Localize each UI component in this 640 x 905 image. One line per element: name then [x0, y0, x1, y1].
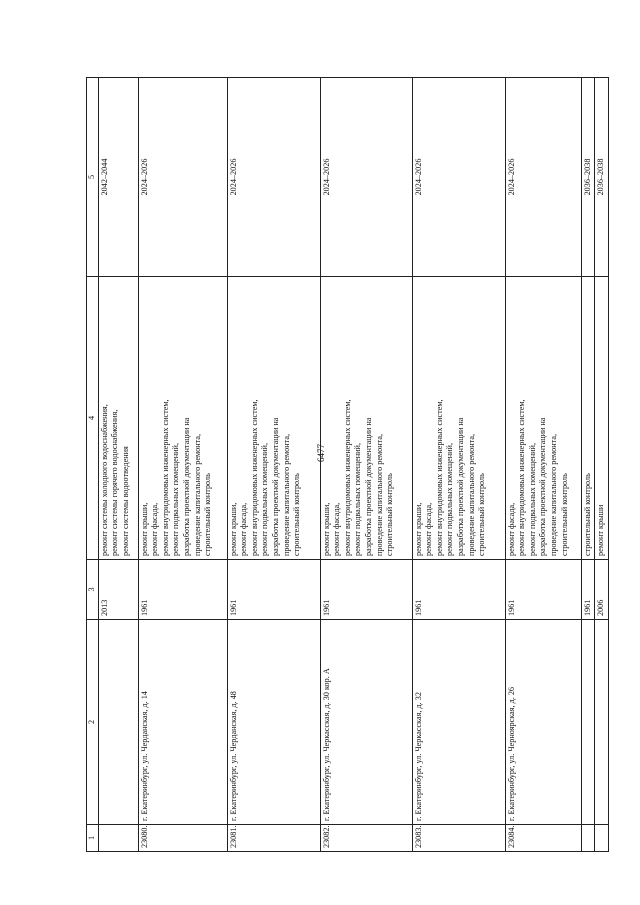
row-address: г. Екатеринбург, ул. Черкасская, д. 30 кор. А: [320, 620, 412, 825]
header-row: [87, 78, 99, 852]
work-item: ремонт фасада,: [424, 502, 434, 556]
work-item: проведение капитального ремонта,: [281, 433, 291, 556]
row-address: г. Екатеринбург, ул. Черкасская, д. 32: [412, 620, 505, 825]
work-item: ремонт внутридомовых инженерных систем,: [517, 399, 527, 556]
row-year: 1961: [138, 560, 227, 620]
work-item: ремонт внутридомовых инженерных систем,: [342, 399, 352, 556]
row-works: [320, 277, 412, 560]
column-header-5: 5: [87, 78, 99, 277]
column-header-1: 1: [87, 825, 99, 852]
row-period: 2042–2044: [98, 78, 138, 277]
rotated-table-container: [86, 78, 606, 852]
row-period: 2024–2026: [138, 78, 227, 277]
row-period: 2036–2038: [595, 78, 609, 277]
work-item: строительный контроль: [292, 473, 302, 556]
row-number: [595, 825, 609, 852]
row-period: 2024–2026: [505, 78, 581, 277]
column-header-4: 4: [87, 277, 99, 560]
work-item: строительный контроль: [582, 473, 592, 556]
row-address: г. Екатеринбург, ул. Черданская, д. 14: [138, 620, 227, 825]
row-works: [138, 277, 227, 560]
row-number: 23080.: [138, 825, 227, 852]
row-address: г. Екатеринбург, ул. Черноярская, д. 26: [505, 620, 581, 825]
row-year: 2013: [98, 560, 138, 620]
work-item: разработка проектной документации на: [538, 417, 548, 556]
work-item: ремонт внутридомовых инженерных систем,: [249, 399, 259, 556]
table-row: [505, 78, 581, 852]
row-period: 2024–2026: [412, 78, 505, 277]
row-number: 23081.: [227, 825, 320, 852]
work-item: проведение капитального ремонта,: [374, 433, 384, 556]
work-item: ремонт подвальных помещений,: [445, 443, 455, 556]
work-item: проведение капитального ремонта,: [466, 433, 476, 556]
work-item: разработка проектной документации на: [181, 417, 191, 556]
work-item: ремонт фасада,: [506, 502, 516, 556]
work-item: ремонт системы холодного водоснабжения,: [99, 404, 109, 556]
work-item: ремонт внутридомовых инженерных систем,: [160, 399, 170, 556]
row-number: 23083.: [412, 825, 505, 852]
row-year: 1961: [581, 560, 595, 620]
work-item: ремонт фасада,: [239, 502, 249, 556]
row-number: 23082.: [320, 825, 412, 852]
row-year: 1961: [505, 560, 581, 620]
row-number: [581, 825, 595, 852]
work-item: ремонт системы горячего водоснабжения,: [110, 409, 120, 556]
row-year: 1961: [320, 560, 412, 620]
row-period: 2036–2038: [581, 78, 595, 277]
row-year: 2006: [595, 560, 609, 620]
row-number: 23084.: [505, 825, 581, 852]
table-row: [412, 78, 505, 852]
work-item: ремонт крыши,: [139, 502, 149, 556]
row-period: 2024–2026: [227, 78, 320, 277]
column-header-2: 2: [87, 620, 99, 825]
row-period: 2024–2026: [320, 78, 412, 277]
work-item: строительный контроль: [477, 473, 487, 556]
work-item: строительный контроль: [385, 473, 395, 556]
row-works: [227, 277, 320, 560]
row-year: 1961: [227, 560, 320, 620]
row-number: [98, 825, 138, 852]
table-row: [320, 78, 412, 852]
row-works: [505, 277, 581, 560]
work-item: проведение капитального ремонта,: [548, 433, 558, 556]
row-address: [581, 620, 595, 825]
work-item: разработка проектной документации на: [363, 417, 373, 556]
work-item: проведение капитального ремонта,: [192, 433, 202, 556]
table-row: [227, 78, 320, 852]
row-address: [595, 620, 609, 825]
work-item: ремонт крыши,: [413, 502, 423, 556]
work-item: ремонт подвальных помещений,: [353, 443, 363, 556]
work-item: ремонт фасада,: [150, 502, 160, 556]
page-number: 6477: [316, 444, 326, 462]
work-item: ремонт системы водоотведения: [120, 446, 130, 556]
work-item: разработка проектной документации на: [455, 417, 465, 556]
work-item: ремонт подвальных помещений,: [527, 443, 537, 556]
work-item: ремонт крыши,: [228, 502, 238, 556]
work-item: ремонт фасада,: [332, 502, 342, 556]
work-item: разработка проектной документации на: [270, 417, 280, 556]
work-item: строительный контроль: [203, 473, 213, 556]
capital-repair-table: [86, 77, 609, 852]
work-item: ремонт крыши,: [321, 502, 331, 556]
table-row: [581, 78, 595, 852]
row-address: [98, 620, 138, 825]
row-works: [412, 277, 505, 560]
work-item: ремонт внутридомовых инженерных систем,: [434, 399, 444, 556]
row-works: [98, 277, 138, 560]
work-item: строительный контроль: [559, 473, 569, 556]
row-address: г. Екатеринбург, ул. Черданская, д. 48: [227, 620, 320, 825]
table-row: [138, 78, 227, 852]
row-works: [595, 277, 609, 560]
row-year: 1961: [412, 560, 505, 620]
work-item: ремонт подвальных помещений,: [260, 443, 270, 556]
column-header-3: 3: [87, 560, 99, 620]
table-row: [595, 78, 609, 852]
row-works: [581, 277, 595, 560]
work-item: ремонт крыши: [596, 504, 606, 556]
table-row: [98, 78, 138, 852]
work-item: ремонт подвальных помещений,: [171, 443, 181, 556]
